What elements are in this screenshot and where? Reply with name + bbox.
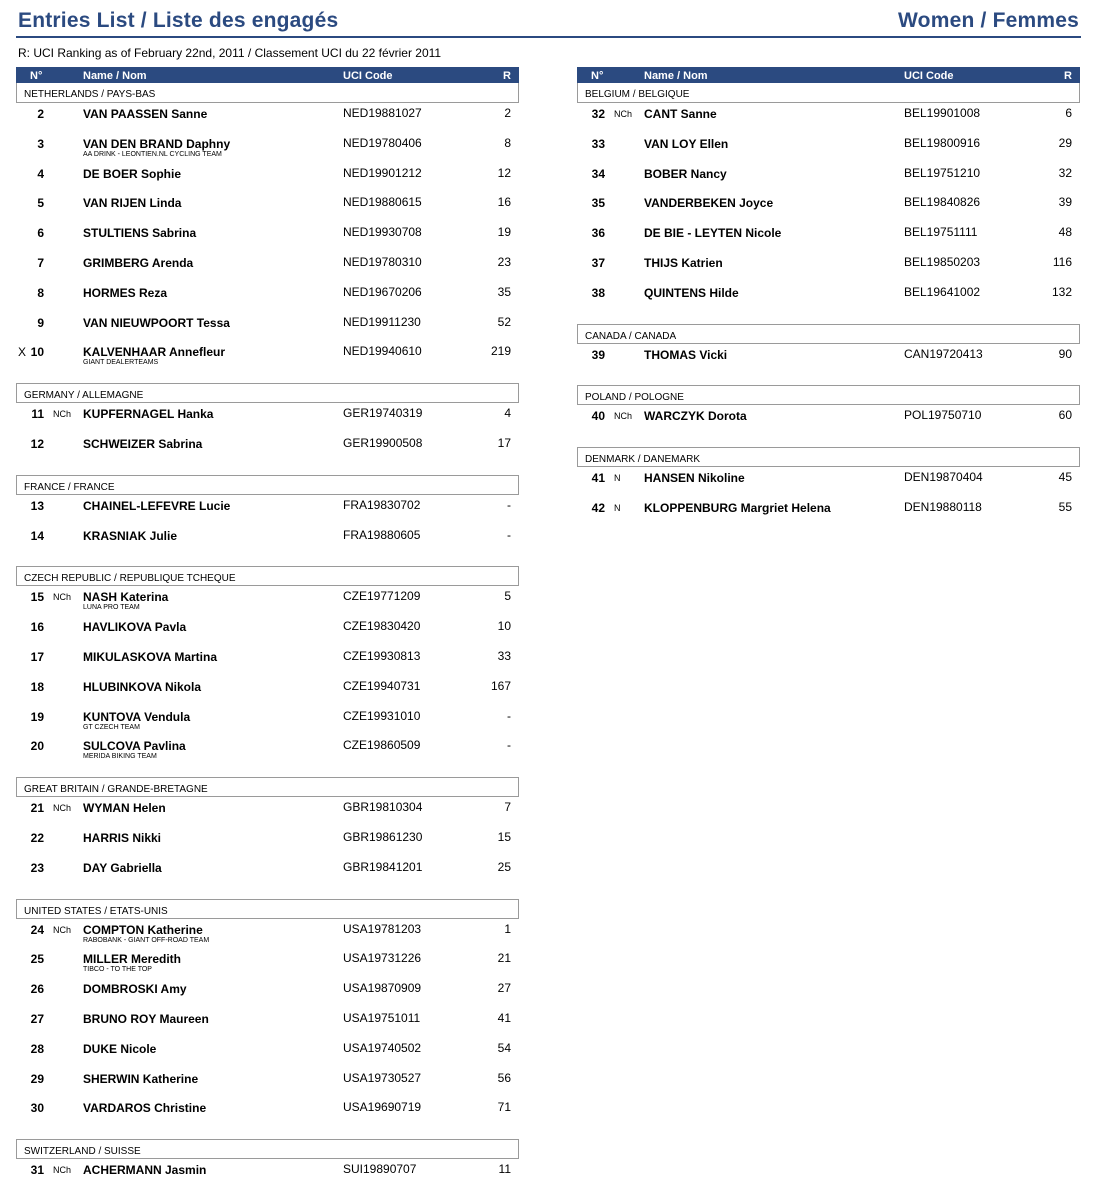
country-group	[16, 383, 519, 463]
uci-rank: 32	[1058, 165, 1072, 180]
team-name: GIANT DEALERTEAMS	[83, 359, 159, 367]
uci-code: CAN19720413	[904, 346, 983, 361]
uci-rank: 219	[490, 344, 511, 359]
uci-code: NED19901212	[343, 165, 422, 180]
bib-number: 37	[591, 255, 605, 270]
bib-number: 12	[30, 436, 44, 451]
title-tag: N	[614, 473, 621, 484]
country-header: CANADA / CANADA	[577, 324, 1080, 344]
status-mark: X	[18, 345, 27, 360]
bib-number: 7	[37, 255, 44, 270]
country-group	[16, 83, 519, 371]
rider-name: DE BIE - LEYTEN Nicole	[644, 226, 782, 241]
uci-code: FRA19830702	[343, 497, 421, 512]
rider-name: VAN RIJEN Linda	[83, 196, 182, 211]
uci-code: USA19781203	[343, 921, 422, 936]
uci-rank: 12	[497, 165, 511, 180]
rider-name: WYMAN Helen	[83, 801, 166, 816]
uci-code: NED19881027	[343, 106, 422, 120]
table-row	[577, 344, 1080, 374]
uci-code: BEL19901008	[904, 106, 981, 120]
country-group	[16, 475, 519, 555]
uci-rank: 29	[1058, 135, 1072, 150]
uci-rank: 23	[497, 254, 511, 269]
uci-code: GBR19861230	[343, 829, 423, 844]
header-name: Name / Nom	[83, 70, 147, 82]
country-header: NETHERLANDS / PAYS-BAS	[16, 83, 519, 103]
uci-code: GBR19810304	[343, 800, 423, 815]
country-header: GREAT BRITAIN / GRANDE-BRETAGNE	[16, 777, 519, 797]
rider-name: KALVENHAAR Annefleur	[83, 345, 226, 360]
title-divider	[16, 36, 1081, 38]
table-row	[16, 312, 519, 342]
country-group	[16, 566, 519, 765]
rider-name: SULCOVA Pavlina	[83, 739, 186, 754]
header-rank: R	[503, 70, 511, 82]
uci-rank: 90	[1058, 346, 1072, 361]
uci-code: BEL19751210	[904, 165, 981, 180]
bib-number: 29	[30, 1071, 44, 1086]
country-group	[16, 1139, 519, 1189]
bib-number: 13	[30, 498, 44, 513]
table-row	[16, 192, 519, 222]
rider-name: VAN NIEUWPOORT Tessa	[83, 315, 230, 330]
uci-code: CZE19830420	[343, 619, 421, 634]
header-rank: R	[1064, 70, 1072, 82]
uci-rank: 19	[497, 225, 511, 240]
uci-rank: 39	[1058, 195, 1072, 210]
uci-rank: 116	[1052, 254, 1072, 269]
uci-code: GER19740319	[343, 406, 423, 421]
country-group	[577, 324, 1080, 374]
rider-name: THIJS Katrien	[644, 255, 723, 270]
bib-number: 35	[591, 196, 605, 211]
table-row	[16, 1159, 519, 1189]
rider-name: CANT Sanne	[644, 107, 717, 121]
uci-rank: 4	[504, 406, 511, 421]
table-row	[16, 797, 519, 827]
rider-name: HAVLIKOVA Pavla	[83, 620, 187, 635]
bib-number: 8	[37, 285, 44, 300]
rider-name: BOBER Nancy	[644, 166, 727, 181]
table-row	[577, 103, 1080, 133]
bib-number: 27	[30, 1011, 44, 1026]
bib-number: 36	[591, 226, 605, 241]
header-number: N°	[591, 70, 604, 82]
table-row	[16, 827, 519, 857]
uci-code: BEL19840826	[904, 195, 981, 210]
bib-number: 33	[591, 136, 605, 151]
country-header: FRANCE / FRANCE	[16, 475, 519, 495]
bib-number: 38	[591, 285, 605, 300]
bib-number: 17	[30, 649, 44, 664]
rider-name: QUINTENS Hilde	[644, 285, 739, 300]
uci-rank: 54	[497, 1040, 511, 1055]
rider-name: CHAINEL-LEFEVRE Lucie	[83, 498, 231, 513]
title-tag: NCh	[53, 592, 72, 603]
bib-number: 15	[30, 590, 44, 605]
country-header: POLAND / POLOGNE	[577, 385, 1080, 405]
rider-name: SCHWEIZER Sabrina	[83, 436, 203, 451]
uci-rank: 41	[497, 1010, 511, 1025]
uci-rank: 5	[504, 589, 511, 604]
uci-rank: 27	[497, 981, 511, 996]
country-header: UNITED STATES / ETATS-UNIS	[16, 899, 519, 919]
uci-code: DEN19880118	[904, 499, 982, 514]
bib-number: 14	[30, 528, 44, 543]
table-row	[577, 282, 1080, 312]
left-table-body	[16, 83, 519, 1189]
uci-code: NED19930708	[343, 225, 422, 240]
team-name: TIBCO - TO THE TOP	[83, 966, 152, 974]
table-row	[16, 586, 519, 616]
rider-name: COMPTON Katherine	[83, 922, 203, 937]
uci-code: FRA19880605	[343, 527, 421, 542]
bib-number: 11	[31, 407, 44, 422]
uci-code: CZE19860509	[343, 738, 421, 753]
bib-number: 41	[591, 471, 605, 486]
uci-rank: 10	[497, 619, 511, 634]
rider-name: VAN LOY Ellen	[644, 136, 729, 151]
uci-code: NED19880615	[343, 195, 422, 210]
rider-name: MILLER Meredith	[83, 952, 181, 967]
uci-code: BEL19641002	[904, 284, 981, 299]
uci-code: CZE19771209	[343, 589, 421, 604]
table-row	[16, 163, 519, 193]
team-name: GT CZECH TEAM	[83, 723, 140, 731]
uci-rank: 33	[497, 648, 511, 663]
title-tag: NCh	[53, 803, 72, 814]
rider-name: BRUNO ROY Maureen	[83, 1011, 209, 1026]
country-group	[577, 447, 1080, 527]
uci-rank: 11	[498, 1162, 511, 1177]
bib-number: 32	[591, 107, 605, 121]
uci-code: USA19690719	[343, 1100, 422, 1115]
ranking-note: R: UCI Ranking as of February 22nd, 2011 / Classement UCI du 22 février 2011	[18, 46, 442, 60]
uci-rank: 17	[497, 435, 511, 450]
table-row	[16, 676, 519, 706]
rider-name: HARRIS Nikki	[83, 830, 162, 845]
uci-rank: 48	[1058, 225, 1072, 240]
uci-code: BEL19850203	[904, 254, 981, 269]
uci-rank: 56	[497, 1070, 511, 1085]
table-row	[577, 252, 1080, 282]
rider-name: DUKE Nicole	[83, 1041, 157, 1056]
bib-number: 2	[37, 107, 44, 121]
bib-number: 26	[30, 982, 44, 997]
bib-number: 39	[591, 347, 605, 362]
uci-rank: 7	[504, 800, 511, 815]
table-row	[16, 1008, 519, 1038]
bib-number: 30	[30, 1101, 44, 1116]
rider-name: VAN PAASSEN Sanne	[83, 107, 208, 121]
uci-code: SUI19890707	[343, 1162, 417, 1177]
header-name: Name / Nom	[644, 70, 708, 82]
rider-name: MIKULASKOVA Martina	[83, 649, 218, 664]
uci-code: BEL19751111	[904, 225, 978, 240]
title-tag: NCh	[614, 109, 633, 119]
rider-name: GRIMBERG Arenda	[83, 255, 194, 270]
country-header: CZECH REPUBLIC / REPUBLIQUE TCHEQUE	[16, 566, 519, 586]
uci-rank: -	[507, 738, 511, 753]
uci-code: USA19740502	[343, 1040, 422, 1055]
table-row	[16, 978, 519, 1008]
table-row	[577, 222, 1080, 252]
title-tag: NCh	[53, 409, 72, 420]
bib-number: 23	[30, 860, 44, 875]
rider-name: HANSEN Nikoline	[644, 471, 745, 486]
bib-number: 34	[591, 166, 605, 181]
uci-rank: 21	[497, 951, 511, 966]
country-group	[577, 385, 1080, 435]
uci-code: NED19780310	[343, 254, 422, 269]
table-row	[16, 403, 519, 433]
rider-name: HLUBINKOVA Nikola	[83, 679, 202, 694]
uci-code: USA19751011	[343, 1010, 421, 1025]
table-row	[577, 192, 1080, 222]
right-column	[577, 67, 1080, 527]
uci-code: CZE19940731	[343, 678, 421, 693]
rider-name: KUNTOVA Vendula	[83, 709, 191, 724]
rider-name: SHERWIN Katherine	[83, 1071, 199, 1086]
bib-number: 40	[591, 409, 605, 424]
bib-number: 16	[30, 620, 44, 635]
table-row	[577, 163, 1080, 193]
header-uci-code: UCI Code	[343, 70, 393, 82]
bib-number: 28	[30, 1041, 44, 1056]
rider-name: ACHERMANN Jasmin	[83, 1163, 207, 1178]
uci-rank: -	[507, 708, 511, 723]
right-table-body	[577, 83, 1080, 527]
uci-code: BEL19800916	[904, 135, 981, 150]
country-header: BELGIUM / BELGIQUE	[577, 83, 1080, 103]
uci-code: POL19750710	[904, 408, 982, 423]
bib-number: 10	[30, 345, 44, 360]
rider-name: HORMES Reza	[83, 285, 168, 300]
rider-name: NASH Katerina	[83, 590, 169, 605]
table-header	[16, 67, 519, 83]
bib-number: 6	[37, 226, 44, 241]
title-tag: NCh	[53, 1165, 72, 1176]
team-name: RABOBANK - GIANT OFF-ROAD TEAM	[83, 936, 210, 944]
table-row	[16, 133, 519, 163]
uci-code: GBR19841201	[343, 859, 423, 874]
bib-number: 18	[30, 679, 44, 694]
title-tag: NCh	[614, 411, 633, 422]
table-row	[577, 497, 1080, 527]
table-row	[16, 735, 519, 765]
uci-code: USA19731226	[343, 951, 422, 966]
country-header: GERMANY / ALLEMAGNE	[16, 383, 519, 403]
uci-rank: 25	[497, 859, 511, 874]
table-row	[16, 433, 519, 463]
uci-rank: 35	[497, 284, 511, 299]
bib-number: 22	[30, 830, 44, 845]
rider-name: THOMAS Vicki	[644, 347, 728, 362]
category-title: Women / Femmes	[898, 9, 1079, 32]
rider-name: KUPFERNAGEL Hanka	[83, 407, 214, 422]
table-row	[16, 646, 519, 676]
table-row	[16, 222, 519, 252]
table-row	[16, 282, 519, 312]
table-row	[16, 341, 519, 371]
uci-code: NED19911230	[343, 314, 421, 329]
table-header	[577, 67, 1080, 83]
uci-rank: 52	[497, 314, 511, 329]
uci-code: DEN19870404	[904, 470, 983, 485]
table-row	[577, 467, 1080, 497]
table-row	[577, 133, 1080, 163]
uci-rank: 16	[497, 195, 511, 210]
bib-number: 42	[591, 500, 605, 515]
table-row	[16, 857, 519, 887]
uci-code: USA19870909	[343, 981, 422, 996]
bib-number: 31	[30, 1163, 44, 1178]
table-row	[16, 919, 519, 949]
header-number: N°	[30, 70, 43, 82]
rider-name: VAN DEN BRAND Daphny	[83, 136, 231, 151]
bib-number: 5	[37, 196, 44, 211]
uci-rank: 60	[1058, 408, 1072, 423]
uci-rank: 45	[1058, 470, 1072, 485]
uci-code: NED19780406	[343, 135, 422, 150]
left-column	[16, 67, 519, 1189]
uci-code: GER19900508	[343, 435, 423, 450]
uci-rank: 132	[1051, 284, 1072, 299]
team-name: MERIDA BIKING TEAM	[83, 753, 157, 761]
rider-name: DOMBROSKI Amy	[83, 982, 187, 997]
country-header: SWITZERLAND / SUISSE	[16, 1139, 519, 1159]
rider-name: VANDERBEKEN Joyce	[644, 196, 774, 211]
bib-number: 4	[37, 166, 44, 181]
uci-rank: 167	[490, 678, 511, 693]
uci-rank: 71	[497, 1100, 511, 1115]
team-name: LUNA PRO TEAM	[83, 604, 140, 612]
table-row	[16, 525, 519, 555]
rider-name: WARCZYK Dorota	[644, 409, 747, 424]
country-header: DENMARK / DANEMARK	[577, 447, 1080, 467]
country-group	[577, 83, 1080, 312]
team-name: AA DRINK - LEONTIEN.NL CYCLING TEAM	[83, 150, 222, 158]
table-row	[16, 495, 519, 525]
uci-rank: 6	[1065, 106, 1072, 120]
uci-rank: 2	[504, 106, 511, 120]
rider-name: VARDAROS Christine	[83, 1101, 207, 1116]
uci-rank: 8	[504, 135, 511, 150]
country-group	[16, 777, 519, 886]
title-tag: NCh	[53, 924, 72, 935]
bib-number: 19	[30, 709, 44, 724]
page-title: Entries List / Liste des engagés	[18, 9, 339, 32]
uci-rank: -	[507, 497, 511, 512]
rider-name: DAY Gabriella	[83, 860, 162, 875]
bib-number: 21	[30, 801, 44, 816]
header-uci-code: UCI Code	[904, 70, 954, 82]
uci-rank: 1	[504, 921, 511, 936]
uci-rank: -	[507, 527, 511, 542]
uci-code: CZE19931010	[343, 708, 421, 723]
table-row	[16, 1097, 519, 1127]
table-row	[16, 616, 519, 646]
rider-name: STULTIENS Sabrina	[83, 226, 197, 241]
uci-code: NED19670206	[343, 284, 422, 299]
table-row	[16, 1068, 519, 1098]
uci-rank: 15	[497, 829, 511, 844]
country-group	[16, 899, 519, 1128]
table-row	[16, 1038, 519, 1068]
uci-code: CZE19930813	[343, 648, 421, 663]
rider-name: DE BOER Sophie	[83, 166, 182, 181]
table-row	[16, 252, 519, 282]
table-row	[16, 103, 519, 133]
bib-number: 25	[30, 952, 44, 967]
bib-number: 3	[37, 136, 44, 151]
table-row	[16, 706, 519, 736]
bib-number: 24	[30, 922, 44, 937]
rider-name: KRASNIAK Julie	[83, 528, 178, 543]
uci-code: NED19940610	[343, 344, 422, 359]
uci-code: USA19730527	[343, 1070, 422, 1085]
rider-name: KLOPPENBURG Margriet Helena	[644, 500, 831, 515]
bib-number: 9	[37, 315, 44, 330]
table-row	[16, 948, 519, 978]
bib-number: 20	[30, 739, 44, 754]
uci-rank: 55	[1058, 499, 1072, 514]
title-tag: N	[614, 502, 621, 513]
table-row	[577, 405, 1080, 435]
